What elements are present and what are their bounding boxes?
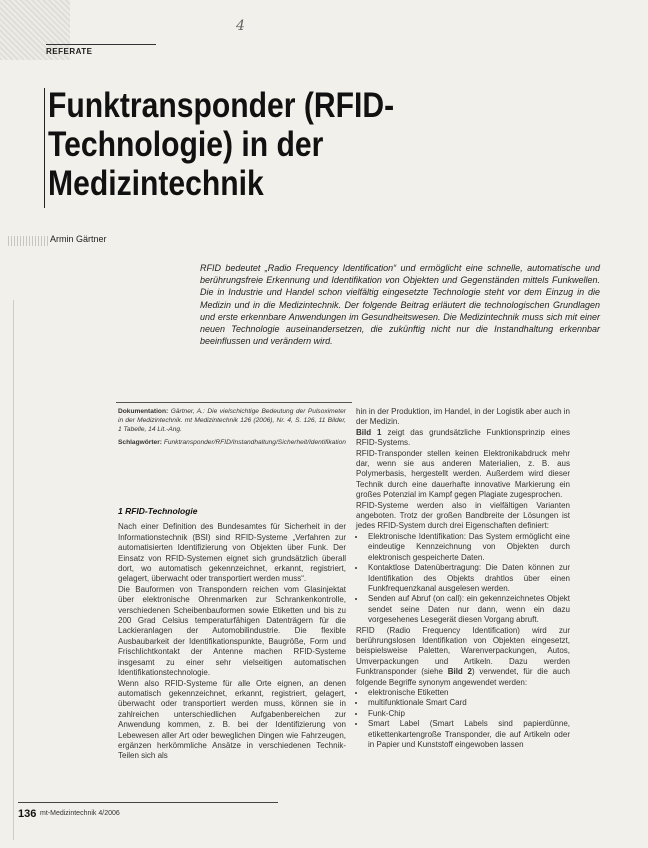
author-name: Armin Gärtner <box>50 234 107 244</box>
keywords-text: Funktransponder/RFID/Instandhaltung/Sicherheit/Identifikation <box>163 439 346 446</box>
pencil-mark: 4 <box>236 18 245 34</box>
footer-rule <box>18 802 278 803</box>
title-rule <box>44 88 45 208</box>
left-column <box>118 506 346 762</box>
article-title: Funktransponder (RFID-Technologie) in der Medizintechnik <box>48 86 395 203</box>
documentation-label: Dokumentation: <box>118 408 169 415</box>
article-abstract: RFID bedeutet „Radio Frequency Identification“ und ermöglicht eine schnelle, automatische und berührungsfreie Erkennung und Identifikation von Objekten und Gegenständen mittels Funkwellen. Die in Industrie und Handel schon vielfältig eingesetzte Technologie steht vor dem Einzug in die Medizin und in die Medizintechnik. Der folgende Beitrag erläutert die technologischen Grundlagen und erste erkennbare Anwendungen im Gesundheitswesen. Die Medizintechnik muss sich mit einer neuen Technologie auseinandersetzen, die zukünftig nicht nur die Instandhaltung erkennbar beeinflussen und verändern wird. <box>200 263 600 347</box>
body-paragraph: Die Bauformen von Transpondern reichen vom Glasinjektat über elektronische Ohrenmarken zur Schrankenkontrolle, verschiedenen Scheibenbauformen sowie Etiketten und bis zu 200 Grad Celsius temperaturfähigen Datenträgern für die Lackieranlagen der Automobilindustrie. Die flexible Ausbaubarkeit der Identifikationspunkte, Baugröße, Form und Frischlichtkontakt der Antenne machen RFID-Systeme insgesamt zu einer sehr vielseitigen automatischen Identifikationstechnologie. <box>118 584 346 678</box>
section-label: REFERATE <box>46 44 156 56</box>
figure-reference: Bild 2 <box>447 667 472 677</box>
journal-name: mt-Medizintechnik 4/2006 <box>40 810 120 817</box>
scan-spine-line <box>13 300 14 840</box>
list-item: • Smart Label (Smart Labels sind papierdünne, etikettenkartengroße Transponder, die auf Artikeln oder in Papier und Kunststoff eingewoben lassen <box>366 719 570 750</box>
section-heading: 1 RFID-Technologie <box>118 506 198 516</box>
page-number: 136 <box>18 808 37 820</box>
list-item: • multifunktionale Smart Card <box>366 698 570 708</box>
body-text: ) verwendet, für die auch folgende Begriffe synonym angewendet werden: <box>356 667 571 687</box>
body-paragraph: Nach einer Definition des Bundesamtes für Sicherheit in der Informationstechnik (BSI) sind RFID-Systeme „Verfahren zur automatisierten Identifizierung von Objekten über Funk. Der Einsatz von RFID-Systemen eignet sich grundsätzlich überall dort, wo automatisch gekennzeichnet, erkannt, registriert, gelagert, überwacht oder transportiert werden muss“. <box>118 522 346 584</box>
synonym-list <box>356 688 570 750</box>
list-item: • Senden auf Abruf (on call): ein gekennzeichnetes Objekt sendet seine Daten nur dann, wenn ein dazu vorgesehenes Lesegerät diesen Vorgang abruft. <box>366 594 570 625</box>
body-paragraph: hin in der Produktion, im Handel, in der Logistik aber auch in der Medizin. <box>356 407 570 427</box>
meta-rule <box>116 402 352 403</box>
body-paragraph: RFID-Transponder stellen keinen Elektronikabdruck mehr dar, wenn sie aus anderen Materialien, z. B. aus Polymerbasis, hergestellt werden. Außerdem wird dieser Technik durch eine dauerhafte innovative Markierung ein großes Potenzial im Kampf gegen Plagiate zugesprochen. <box>356 448 570 500</box>
body-paragraph: RFID-Systeme werden also in vielfältigen Varianten angeboten. Trotz der großen Bandbreite der Lösungen ist jedes RFID-System durch drei Eigenschaften definiert: <box>356 500 570 531</box>
list-item: • Funk-Chip <box>366 709 570 719</box>
author-bar <box>8 236 48 246</box>
property-list <box>356 532 570 626</box>
metadata-block <box>118 407 346 451</box>
body-paragraph: Wenn also RFID-Systeme für alle Orte eignen, an denen automatisch gekennzeichnet, erkannt, registriert, gelagert, überwacht oder transportiert werden muss, können sie in zahlreichen unterschiedlichen Aufgabenbereichen zur Anwendung kommen, z. B. bei der Identifizierung von Lebewesen aller Art oder beweglichen Dingen wie Fahrzeugen, ergänzen herkömmliche Ansätze in verschiedenen Technik-Teilen sich als <box>118 678 346 761</box>
keywords-label: Schlagwörter: <box>118 439 162 446</box>
body-text: RFID (Radio Frequency Identification) wird zur berührungslosen Identifikation von Objekten eingesetzt, beispielsweise Paletten, Warenverpackungen, Autos, Umverpackungen und Artikeln. Dazu werden Funktransponder (siehe <box>356 625 570 677</box>
documentation-text: Gärtner, A.: Die vielschichtige Bedeutung der Pulsoximeter in der Medizintechnik. mt Medizintechnik 126 (2006), Nr. 4, S. 126, 11 Bilder, 1 Tabelle, 14 Lit.-Ang. <box>118 408 347 433</box>
figure-reference: Bild 1 <box>356 427 382 437</box>
right-column <box>356 407 570 750</box>
list-item: • elektronische Etiketten <box>366 688 570 698</box>
documentation-entry <box>118 407 346 434</box>
list-item: • Kontaktlose Datenübertragung: Die Daten können zur Identifikation des Objekts drahtlos über einen Funkfrequenzkanal ausgelesen werden. <box>366 563 570 594</box>
list-item: • Elektronische Identifikation: Das System ermöglicht eine eindeutige Kennzeichnung von Objekten durch elektronisch gespeicherte Daten. <box>366 532 570 563</box>
body-text: zeigt das grundsätzliche Funktionsprinzip eines RFID-Systems. <box>356 427 571 448</box>
keywords-entry <box>118 438 346 447</box>
body-paragraph <box>356 626 570 688</box>
body-paragraph <box>356 428 570 449</box>
